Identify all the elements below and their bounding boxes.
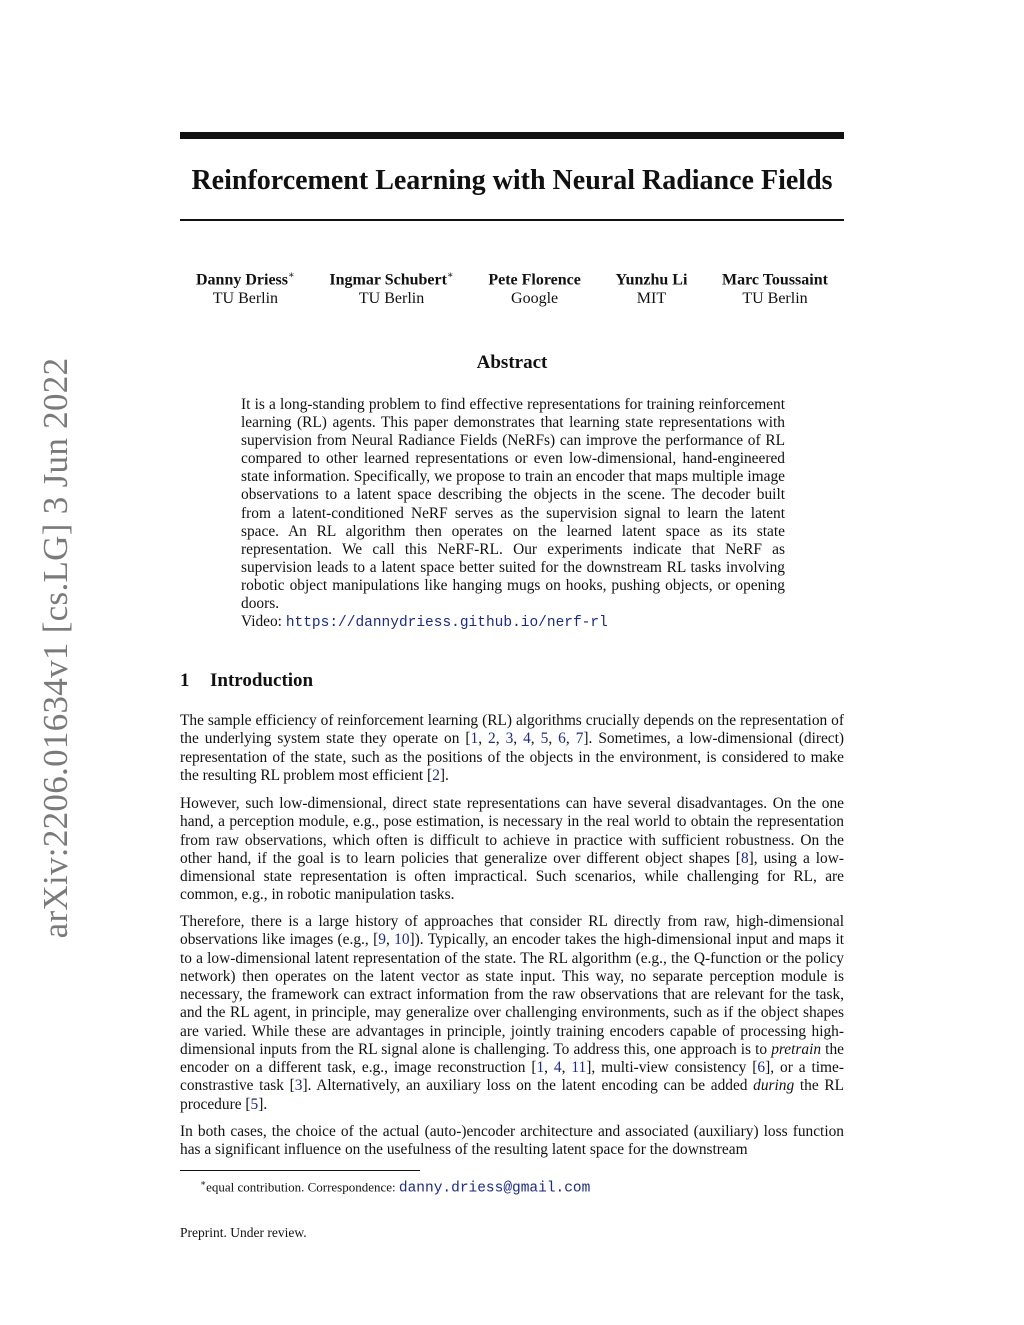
video-label: Video: [241,613,282,631]
author-name: Marc Toussaint [722,271,828,289]
equal-contribution-mark: ∗ [446,270,454,281]
paragraph: The sample efficiency of reinforcement learning (RL) algorithms crucially depends on the representation of the underlying system state they operate on [1, 2, 3, 4, 5, 6, 7]. Sometimes, a low-dimensional (direct) representation of the state, such as the positions of the objects in the environment, is considered to make the resulting RL problem most efficient [2]. [180,712,845,784]
citation-link[interactable]: 6 [558,730,566,748]
abstract-text: It is a long-standing problem to find effective representations for training reinforcement learning (RL) agents. This paper demonstrates that learning state representations with supervision from Neural Radiance Fields (NeRFs) can improve the performance of RL compared to other learned representations or even low-dimensional, hand-engineered state information. Specifically, we propose to train an encoder that maps multiple image observations to a latent space describing the objects in the scene. The decoder built from a latent-conditioned NeRF serves as the supervision signal to learn the latent space. An RL algorithm then operates on the learned latent space as its state representation. We call this NeRF-RL. Our experiments indicate that NeRF as supervision leads to a latent space better suited for the downstream RL tasks involving robotic object manipulations like hanging mugs on hooks, pushing objects, or opening doors. [241,396,785,613]
footnote-text: equal contribution. Correspondence: [206,1179,399,1195]
author [488,266,581,308]
paragraph: In both cases, the choice of the actual (auto-)encoder architecture and associated (auxiliary) loss function has a significant influence on the usefulness of the resulting latent space for the downstream [180,1123,844,1159]
email-link[interactable]: danny.driess@gmail.com [398,1180,591,1197]
footnote-mark: ∗ [200,1178,207,1188]
section-title: Introduction [210,670,314,691]
video-link[interactable]: https://dannydriess.github.io/nerf-rl [285,615,608,632]
preprint-notice: Preprint. Under review. [180,1225,307,1240]
citation-link[interactable]: 1 [470,730,479,748]
author-name: Yunzhu Li [615,271,688,289]
text-run: the RL procedure [ [180,1077,844,1113]
citation-link[interactable]: 1 [536,1059,545,1076]
text-run: ], using a low-dimensional state representation is often impractical. Such scenarios, while challenging for RL, are common, e.g., in robotic manipulation tasks. [180,849,844,904]
citation-link[interactable]: 4 [523,730,531,748]
footnote-rule [180,1170,420,1171]
author-affiliation: TU Berlin [358,290,425,308]
equal-contribution-mark: ∗ [288,270,295,281]
author [722,266,828,308]
title-bottom-rule [180,219,844,221]
text-run: The sample efficiency of reinforcement learning (RL) algorithms crucially depends on the representation of the underlying system state they operate on [ [180,712,844,748]
citation-link[interactable]: 5 [540,730,549,748]
citation-link[interactable]: 9 [378,931,386,949]
author-affiliation: MIT [636,290,667,308]
text-run: Therefore, there is a large history of approaches that consider RL directly from raw, high-dimensional observations like images (e.g., [ [180,913,844,949]
text-run: ], multi-view consistency [ [586,1059,758,1076]
title-top-rule [180,132,844,139]
abstract-body [241,396,785,632]
section-number: 1 [180,670,190,691]
emphasis: pretrain [771,1040,822,1058]
footnote [200,1175,590,1196]
abstract-heading: Abstract [476,352,548,373]
author [329,266,453,308]
paragraph [180,795,844,905]
arxiv-identifier: arXiv:2206.01634v1 [cs.LG] 3 Jun 2022 [36,357,75,939]
citation-link[interactable]: 3 [294,1077,303,1095]
citation-link[interactable]: 11 [571,1059,587,1076]
text-run: ]. [258,1095,268,1113]
citation-link[interactable]: 6 [757,1059,766,1076]
author-affiliation: TU Berlin [212,290,279,308]
text-run: ]). Typically, an encoder takes the high-dimensional input and maps it to a low-dimensional latent representation of the state. The RL algorithm (e.g., the Q-function or the policy network) then operates on the latent vector as state input. This way, no separate perception module is necessary, the framework can extract information from the raw observations that are relevant for the task, and the RL agent, in principle, may generalize over challenging environments, such as if the object shapes are varied. While these are advantages in principle, jointly training encoders capable of processing high-dimensional inputs from the RL signal alone is challenging. To address this, one approach is to [180,931,844,1058]
author-list [180,266,844,308]
emphasis: during [753,1077,795,1095]
author-name: Danny Driess [196,271,289,289]
author-name: Pete Florence [488,271,581,289]
text-run: ]. [439,766,449,784]
citation-link[interactable]: 5 [250,1095,259,1113]
paper-title: Reinforcement Learning with Neural Radiance Fields [191,165,833,196]
text-run: ], or a time-constrastive task [ [180,1059,844,1095]
text-run: However, such low-dimensional, direct state representations can have several disadvantages. On the one hand, a perception module, e.g., pose estimation, is necessary in the real world to obtain the representation from raw observations, which often is difficult to achieve in practice with sufficient robustness. On the other hand, if the goal is to learn policies that generalize over different object shapes [ [180,795,844,867]
citation-link[interactable]: 3 [505,730,514,748]
text-run: ]. Alternatively, an auxiliary loss on the latent encoding can be added [302,1077,754,1095]
citation-link[interactable]: 7 [575,730,584,748]
author-affiliation: Google [511,290,559,308]
text-run: ]. Sometimes, a low-dimensional (direct) representation of the state, such as the positions of the objects in the environment, is considered to make the resulting RL problem most efficient [ [180,730,845,784]
paragraph: Therefore, there is a large history of approaches that consider RL directly from raw, high-dimensional observations like images (e.g., [9, 10]). Typically, an encoder takes the high-dimensional input and maps it to a low-dimensional latent representation of the state. The RL algorithm (e.g., the Q-function or the policy network) then operates on the latent vector as state input. This way, no separate perception module is necessary, the framework can extract information from the raw observations that are relevant for the task, and the RL agent, in principle, may generalize over challenging environments, such as if the object shapes are varied. While these are advantages in principle, jointly training encoders capable of processing high-dimensional inputs from the RL signal alone is challenging. To address this, one approach is to pretrain the encoder on a different task, e.g., image reconstruction [1, 4, 11], multi-view consistency [6], or a time-constrastive task [3]. Alternatively, an auxiliary loss on the latent encoding can be added during the RL procedure [5]. [180,913,844,1113]
citation-link[interactable]: 4 [553,1059,562,1076]
author [196,266,295,308]
citation-link[interactable]: 2 [432,766,440,784]
citation-link[interactable]: 8 [740,849,749,867]
citation-link[interactable]: 2 [488,730,496,748]
author-affiliation: TU Berlin [742,290,808,308]
text-run: the encoder on a different task, e.g., image reconstruction [ [180,1040,844,1076]
author-name: Ingmar Schubert [329,271,447,289]
citation-link[interactable]: 10 [394,931,410,949]
author [615,266,687,308]
section-heading [180,669,313,693]
